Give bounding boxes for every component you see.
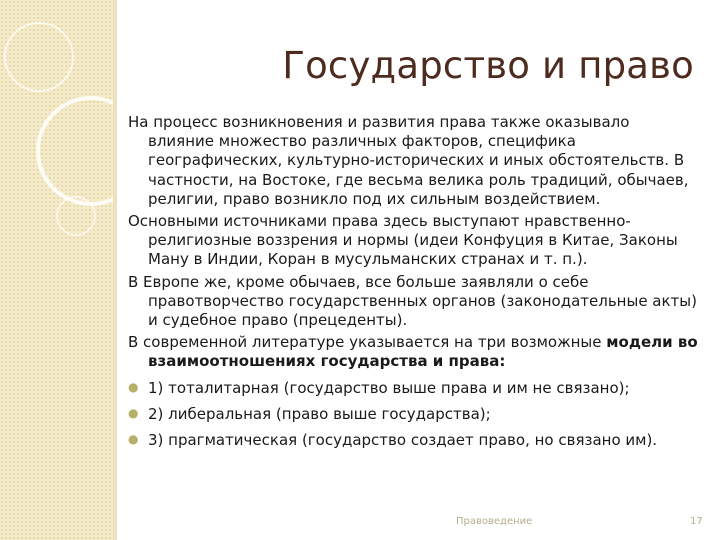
bullet-text: 2) либеральная (право выше государства);: [148, 404, 491, 423]
models-intro-text: В современной литературе указывается на три возможные: [128, 333, 602, 352]
bullet-icon: ●: [128, 405, 139, 420]
decorative-ring: [4, 22, 74, 92]
footer-text: Правоведение: [456, 516, 533, 527]
page-number: 17: [690, 516, 703, 527]
decorative-sidebar: [0, 0, 113, 540]
sidebar-edge: [113, 0, 117, 540]
slide-title: Государство и право: [282, 44, 694, 87]
bullet-icon: ●: [128, 379, 139, 394]
models-intro-emphasis: модели во взаимоотношениях государства и права:: [148, 333, 698, 371]
bullet-item: [128, 405, 700, 424]
slide-body: [128, 113, 700, 455]
bullet-item: [128, 379, 700, 398]
body-paragraph: На процесс возникновения и развития права также оказывало влияние множество различных факторов, специфика географических, культурно-исторических и иных обстоятельств. В частности, на Востоке, где весьма велика роль традиций, обычаев, религии, право возникло под их сильным воздействием.: [128, 113, 689, 208]
bullet-icon: ●: [128, 432, 139, 447]
bullet-text: 3) прагматическая (государство создает право, но связано им).: [148, 431, 658, 450]
decorative-ring: [56, 196, 96, 236]
models-intro: [128, 333, 700, 371]
body-paragraph: В Европе же, кроме обычаев, все больше заявляли о себе правотворчество государственных органов (законодательные акты) и судебное право (прецеденты).: [128, 272, 697, 330]
bullet-item: [128, 431, 700, 450]
body-paragraph: Основными источниками права здесь выступают нравственно-религиозные воззрения и нормы (идеи Конфуция в Китае, Законы Ману в Индии, Коран в мусульманских странах и т. п.).: [128, 212, 678, 269]
bullet-text: 1) тоталитарная (государство выше права и им не связано);: [148, 378, 630, 397]
